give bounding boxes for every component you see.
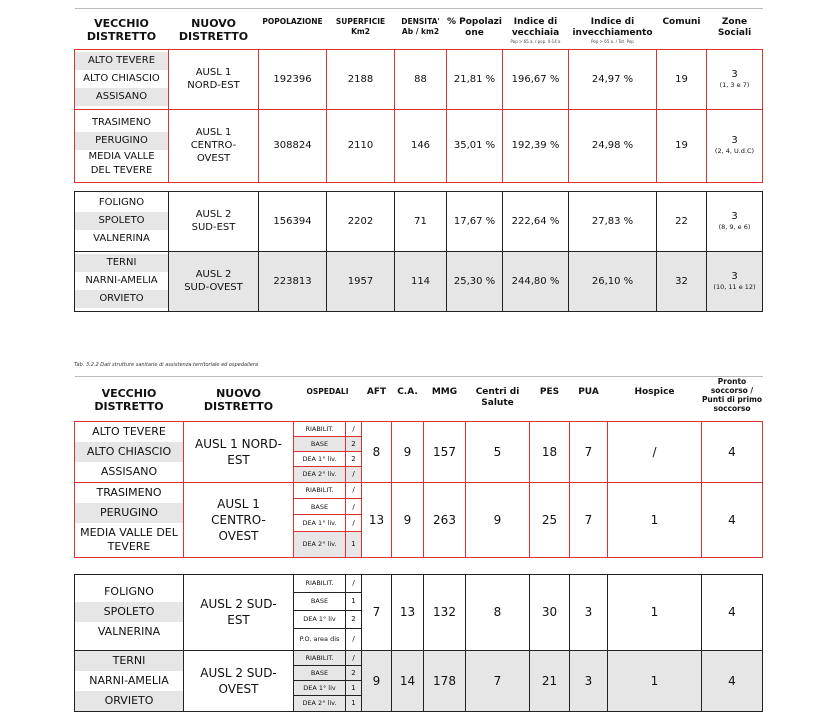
hospital-count-cell: / (346, 515, 362, 531)
hospital-count-cell: 2 (346, 665, 362, 680)
table-row (75, 421, 763, 436)
header-indice-invecchiamento-formula: Pop > 65 a. / Tot. Pop (591, 39, 634, 44)
hospital-type-cell: DEA 1° liv (294, 681, 346, 696)
header-pua: PUA (578, 387, 599, 397)
hospice-cell: 1 (608, 650, 702, 711)
table-row (75, 109, 763, 182)
centri-cell: 8 (466, 574, 530, 650)
pua-cell: 7 (570, 482, 608, 557)
header-indice-vecchiaia-title: Indice di vecchiaia (511, 17, 560, 38)
old-district-name: SPOLETO (75, 602, 183, 622)
superficie-cell: 2110 (327, 109, 395, 182)
hospital-type-cell: DEA 2° liv. (294, 467, 346, 482)
hospital-type-cell: DEA 1° liv. (294, 515, 346, 531)
header-comuni: Comuni (662, 17, 701, 27)
vecchio-distretto-cell (75, 482, 184, 557)
hospital-type-cell: RIABILIT. (294, 421, 346, 436)
vecchio-distretto-cell (75, 574, 184, 650)
invecchiamento-cell: 27,83 % (569, 191, 657, 251)
superficie-cell: 2188 (327, 49, 395, 109)
pes-cell: 25 (530, 482, 570, 557)
district-population-table (74, 8, 763, 312)
densita-cell: 114 (395, 251, 447, 311)
superficie-cell: 2202 (327, 191, 395, 251)
invecchiamento-cell: 24,98 % (569, 109, 657, 182)
old-district-name: PERUGINO (75, 503, 183, 523)
old-district-name: TERNI (75, 651, 183, 671)
ca-cell: 9 (392, 482, 424, 557)
comuni-cell: 32 (657, 251, 707, 311)
hospital-count-cell: 2 (346, 610, 362, 628)
nuovo-distretto-cell: AUSL 2 SUD-EST (184, 574, 294, 650)
hospital-count-cell: 1 (346, 592, 362, 610)
comuni-cell: 19 (657, 109, 707, 182)
nuovo-distretto-cell: AUSL 2 SUD-EST (169, 191, 259, 251)
aft-cell: 8 (362, 421, 392, 482)
header-nuovo-distretto: NUOVO DISTRETTO (178, 17, 249, 43)
old-district-name: ALTO TEVERE (92, 424, 166, 438)
centri-cell: 9 (466, 482, 530, 557)
vecchio-distretto-cell (75, 650, 184, 711)
zone-sociali-cell: 3 (10, 11 e 12) (707, 251, 763, 311)
mmg-cell: 157 (424, 421, 466, 482)
header-mmg: MMG (431, 387, 458, 397)
header-densita: DENSITA' Ab / km2 (401, 17, 440, 36)
hospital-count-cell: / (346, 482, 362, 498)
superficie-cell: 1957 (327, 251, 395, 311)
header-indice-vecchiaia (503, 9, 569, 49)
table-caption: Tab. 3.2.2 Dati strutture sanitarie di assistenza territoriale ed ospedaliera (74, 362, 259, 368)
pes-cell: 18 (530, 421, 570, 482)
hospital-type-cell: P.O. area dis (294, 628, 346, 650)
old-district-name: MEDIA VALLE DEL TEVERE (88, 150, 155, 176)
header-ospedali: OSPEDALI (306, 387, 349, 396)
hospital-type-cell: RIABILIT. (294, 650, 346, 665)
comuni-cell: 19 (657, 49, 707, 109)
densita-cell: 71 (395, 191, 447, 251)
pua-cell: 3 (570, 650, 608, 711)
pua-cell: 7 (570, 421, 608, 482)
perc-pop-cell: 21,81 % (447, 49, 503, 109)
hospital-count-cell: / (346, 574, 362, 592)
hospital-count-cell: / (346, 467, 362, 482)
hospital-type-cell: DEA 2° liv. (294, 531, 346, 557)
vecchio-distretto-cell (75, 421, 184, 482)
header-pes: PES (539, 387, 560, 397)
old-district-name: PERUGINO (75, 132, 168, 150)
aft-cell: 9 (362, 650, 392, 711)
header-perc-popolazione: % Popolazi one (446, 17, 503, 38)
vecchiaia-cell: 222,64 % (503, 191, 569, 251)
header-zone-sociali: Zone Sociali (717, 17, 752, 38)
nuovo-distretto-cell: AUSL 1 NORD-EST (169, 49, 259, 109)
vecchio-distretto-cell (75, 191, 169, 251)
header-ca: C.A. (397, 387, 418, 397)
old-district-name: MEDIA VALLE DEL TEVERE (80, 525, 178, 553)
header-aft: AFT (366, 387, 387, 397)
invecchiamento-cell: 26,10 % (569, 251, 657, 311)
ca-cell: 13 (392, 574, 424, 650)
hospital-type-cell: DEA 2° liv. (294, 696, 346, 711)
vecchio-distretto-cell (75, 251, 169, 311)
old-district-name: ASSISANO (100, 464, 158, 478)
invecchiamento-cell: 24,97 % (569, 49, 657, 109)
perc-pop-cell: 17,67 % (447, 191, 503, 251)
vecchiaia-cell: 192,39 % (503, 109, 569, 182)
hospital-count-cell: / (346, 421, 362, 436)
header-indice-vecchiaia-formula: Pop > 65 a. / pop. 0-14 a (510, 39, 561, 44)
hospital-count-cell: 1 (346, 696, 362, 711)
vecchio-distretto-cell (75, 49, 169, 109)
header-vecchio-distretto: VECCHIO DISTRETTO (94, 387, 164, 413)
old-district-name: VALNERINA (97, 625, 161, 638)
hospital-type-cell: BASE (294, 498, 346, 514)
table-row (75, 650, 763, 665)
vecchiaia-cell: 244,80 % (503, 251, 569, 311)
hospital-count-cell: 2 (346, 436, 362, 451)
nuovo-distretto-cell: AUSL 2 SUD-OVEST (169, 251, 259, 311)
nuovo-distretto-cell: AUSL 2 SUD-OVEST (184, 650, 294, 711)
ca-cell: 14 (392, 650, 424, 711)
mmg-cell: 178 (424, 650, 466, 711)
hospital-count-cell: 1 (346, 681, 362, 696)
hospital-count-cell: / (346, 498, 362, 514)
old-district-name: TRASIMENO (96, 485, 162, 499)
hospital-count-cell: / (346, 650, 362, 665)
hospital-type-cell: RIABILIT. (294, 482, 346, 498)
hospital-count-cell: 1 (346, 531, 362, 557)
hospital-type-cell: BASE (294, 436, 346, 451)
old-district-name: ALTO TEVERE (75, 52, 168, 70)
table2-header-row (75, 377, 763, 421)
header-pronto-soccorso: Pronto soccorso / Punti di primo soccorso (701, 377, 763, 413)
table-row (75, 251, 763, 311)
hospital-type-cell: RIABILIT. (294, 574, 346, 592)
table-row (75, 49, 763, 109)
centri-cell: 5 (466, 421, 530, 482)
zone-sociali-cell: 3 (8, 9, e 6) (707, 191, 763, 251)
ca-cell: 9 (392, 421, 424, 482)
perc-pop-cell: 25,30 % (447, 251, 503, 311)
centri-cell: 7 (466, 650, 530, 711)
table1-header-row (75, 9, 763, 49)
old-district-name: TERNI (75, 254, 168, 272)
pronto-cell: 4 (702, 421, 763, 482)
old-district-name: ASSISANO (75, 88, 168, 106)
pua-cell: 3 (570, 574, 608, 650)
old-district-name: FOLIGNO (104, 585, 154, 598)
old-district-name: ORVIETO (75, 290, 168, 308)
hospital-type-cell: BASE (294, 665, 346, 680)
nuovo-distretto-cell: AUSL 1 CENTRO- OVEST (169, 109, 259, 182)
table-row (75, 574, 763, 592)
popolazione-cell: 308824 (259, 109, 327, 182)
old-district-name: FOLIGNO (98, 197, 145, 208)
old-district-name: ORVIETO (75, 691, 183, 711)
pes-cell: 30 (530, 574, 570, 650)
table-row (75, 482, 763, 498)
pronto-cell: 4 (702, 574, 763, 650)
hospital-count-cell: 2 (346, 452, 362, 467)
header-popolazione: POPOLAZIONE (262, 17, 323, 26)
header-indice-invecchiamento-title: Indice di invecchiamento (572, 17, 653, 38)
header-centri-salute: Centri di Salute (475, 387, 520, 408)
popolazione-cell: 192396 (259, 49, 327, 109)
old-district-name: ALTO CHIASCIO (75, 442, 183, 462)
hospital-type-cell: DEA 1° liv. (294, 452, 346, 467)
health-facilities-table (74, 376, 763, 712)
vecchiaia-cell: 196,67 % (503, 49, 569, 109)
hospital-type-cell: BASE (294, 592, 346, 610)
pes-cell: 21 (530, 650, 570, 711)
pronto-cell: 4 (702, 482, 763, 557)
popolazione-cell: 156394 (259, 191, 327, 251)
hospice-cell: 1 (608, 482, 702, 557)
popolazione-cell: 223813 (259, 251, 327, 311)
nuovo-distretto-cell: AUSL 1 NORD-EST (184, 421, 294, 482)
old-district-name: NARNI-AMELIA (89, 673, 169, 687)
zone-sociali-cell: 3 (1, 3 e 7) (707, 49, 763, 109)
header-superficie: SUPERFICIE Km2 (335, 17, 386, 36)
header-nuovo-distretto: NUOVO DISTRETTO (203, 387, 274, 413)
densita-cell: 88 (395, 49, 447, 109)
mmg-cell: 263 (424, 482, 466, 557)
pronto-cell: 4 (702, 650, 763, 711)
old-district-name: ALTO CHIASCIO (83, 73, 160, 84)
hospice-cell: 1 (608, 574, 702, 650)
zone-sociali-cell: 3 (2, 4, U.d.C) (707, 109, 763, 182)
aft-cell: 13 (362, 482, 392, 557)
nuovo-distretto-cell: AUSL 1 CENTRO-OVEST (184, 482, 294, 557)
comuni-cell: 22 (657, 191, 707, 251)
old-district-name: SPOLETO (75, 212, 168, 230)
hospital-type-cell: DEA 1° liv (294, 610, 346, 628)
aft-cell: 7 (362, 574, 392, 650)
old-district-name: VALNERINA (93, 233, 150, 244)
old-district-name: NARNI-AMELIA (85, 275, 158, 286)
header-indice-invecchiamento (569, 9, 657, 49)
densita-cell: 146 (395, 109, 447, 182)
old-district-name: TRASIMENO (91, 116, 152, 128)
hospital-count-cell: / (346, 628, 362, 650)
table-row (75, 191, 763, 251)
perc-pop-cell: 35,01 % (447, 109, 503, 182)
header-vecchio-distretto: VECCHIO DISTRETTO (86, 17, 157, 43)
header-hospice: Hospice (634, 387, 675, 397)
hospice-cell: / (608, 421, 702, 482)
vecchio-distretto-cell (75, 109, 169, 182)
mmg-cell: 132 (424, 574, 466, 650)
